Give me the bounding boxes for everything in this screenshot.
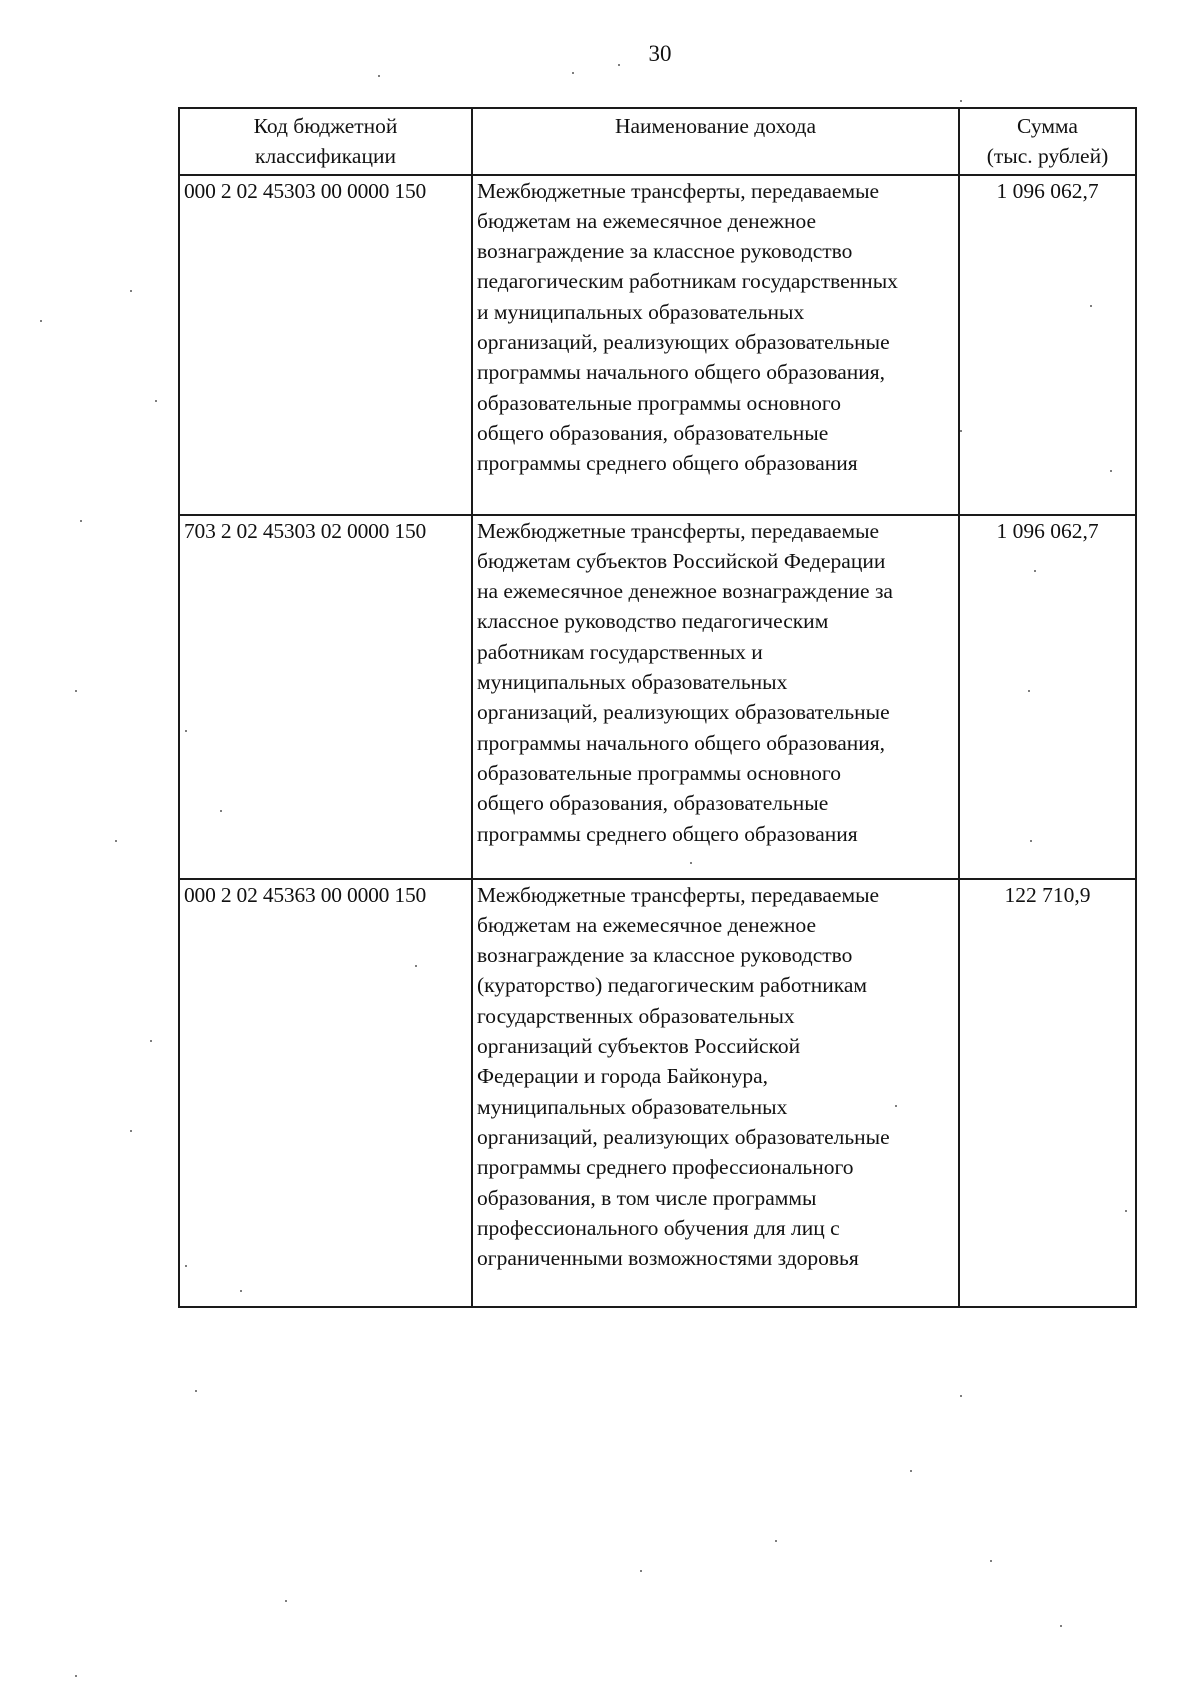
income-name-line: программы среднего общего образования xyxy=(477,821,858,846)
header-sum-line: Сумма xyxy=(1017,114,1078,138)
income-name-line: на ежемесячное денежное вознаграждение за xyxy=(477,579,893,604)
budget-code-cell: 703 2 02 45303 02 0000 150 xyxy=(179,515,472,879)
header-row xyxy=(179,108,1136,175)
income-name-line: бюджетам субъектов Российской Федерации xyxy=(477,548,886,573)
amount-cell: 1 096 062,7 xyxy=(959,515,1136,879)
income-name-line: государственных образовательных xyxy=(477,1003,795,1028)
income-name-line: программы начального общего образования, xyxy=(477,730,886,755)
income-name-line: организаций субъектов Российской xyxy=(477,1034,801,1059)
income-name-line: профессионального обучения для лиц с xyxy=(477,1215,840,1240)
income-name-line: образовательные программы основного xyxy=(477,390,841,415)
scan-speck xyxy=(1110,470,1112,472)
income-name-cell xyxy=(472,175,959,515)
income-name-line: организаций, реализующих образовательные xyxy=(477,700,890,725)
income-name-cell xyxy=(472,879,959,1307)
scan-speck xyxy=(220,810,222,812)
table-row xyxy=(179,515,1136,879)
scan-speck xyxy=(240,1290,242,1292)
income-name-line: ограниченными возможностями здоровья xyxy=(477,1246,859,1271)
scan-speck xyxy=(378,75,380,77)
header-code-line: Код бюджетной xyxy=(253,114,398,138)
income-name-line: организаций, реализующих образовательные xyxy=(477,1124,890,1149)
scan-speck xyxy=(415,965,417,967)
income-name-line: Межбюджетные трансферты, передаваемые xyxy=(477,882,880,907)
income-name-line: вознаграждение за классное руководство xyxy=(477,943,853,968)
scan-speck xyxy=(960,100,962,102)
income-name-line: образования, в том числе программы xyxy=(477,1185,817,1210)
table-row xyxy=(179,879,1136,1307)
scan-speck xyxy=(775,1540,777,1542)
income-name-cell xyxy=(472,515,959,879)
scan-speck xyxy=(640,1570,642,1572)
revenue-table xyxy=(178,107,1137,1308)
income-name-line: педагогическим работникам государственных xyxy=(477,269,898,294)
income-name-line: бюджетам на ежемесячное денежное xyxy=(477,912,817,937)
budget-code-cell: 000 2 02 45363 00 0000 150 xyxy=(179,879,472,1307)
scan-speck xyxy=(1030,840,1032,842)
scan-speck xyxy=(155,400,157,402)
income-name-line: Межбюджетные трансферты, передаваемые xyxy=(477,178,880,203)
scan-speck xyxy=(185,1265,187,1267)
income-name-line: (кураторство) педагогическим работникам xyxy=(477,973,867,998)
income-name-line: общего образования, образовательные xyxy=(477,791,829,816)
scan-speck xyxy=(75,1675,77,1677)
scan-speck xyxy=(690,862,692,864)
scan-speck xyxy=(1034,570,1036,572)
amount-cell: 122 710,9 xyxy=(959,879,1136,1307)
scan-speck xyxy=(185,730,187,732)
scan-speck xyxy=(910,1470,912,1472)
scan-speck xyxy=(130,290,132,292)
scan-speck xyxy=(285,1600,287,1602)
table-row xyxy=(179,175,1136,515)
amount-cell: 1 096 062,7 xyxy=(959,175,1136,515)
scan-speck xyxy=(960,1395,962,1397)
scan-speck xyxy=(1060,1625,1062,1627)
income-name-line: организаций, реализующих образовательные xyxy=(477,330,890,355)
income-name-line: муниципальных образовательных xyxy=(477,1094,788,1119)
scan-speck xyxy=(895,1105,897,1107)
scan-speck xyxy=(618,64,620,66)
scan-speck xyxy=(990,1560,992,1562)
income-name-line: муниципальных образовательных xyxy=(477,670,788,695)
income-name-line: программы среднего общего образования xyxy=(477,451,858,476)
income-name-line: и муниципальных образовательных xyxy=(477,299,805,324)
scan-speck xyxy=(75,690,77,692)
scan-speck xyxy=(40,320,42,322)
scan-speck xyxy=(150,1040,152,1042)
header-name xyxy=(472,108,959,175)
income-name-line: образовательные программы основного xyxy=(477,760,841,785)
header-code-line: классификации xyxy=(255,144,396,169)
income-name-line: программы среднего профессионального xyxy=(477,1155,854,1180)
scan-speck xyxy=(1125,1210,1127,1212)
scan-speck xyxy=(572,72,574,74)
income-name-line: общего образования, образовательные xyxy=(477,420,829,445)
income-name-line: вознаграждение за классное руководство xyxy=(477,239,853,264)
scan-speck xyxy=(130,1130,132,1132)
income-name-line: классное руководство педагогическим xyxy=(477,609,829,634)
scan-speck xyxy=(1028,690,1030,692)
income-name-line: Межбюджетные трансферты, передаваемые xyxy=(477,518,880,543)
header-name-line: Наименование дохода xyxy=(614,114,817,138)
header-code xyxy=(179,108,472,175)
scan-speck xyxy=(960,430,962,432)
scan-speck xyxy=(1090,305,1092,307)
table-header xyxy=(179,108,1136,175)
scan-speck xyxy=(115,840,117,842)
page-number: 30 xyxy=(648,41,672,66)
income-name-line: работникам государственных и xyxy=(477,639,763,664)
header-sum-line: (тыс. рублей) xyxy=(986,144,1109,169)
income-name-line: бюджетам на ежемесячное денежное xyxy=(477,208,817,233)
header-sum xyxy=(959,108,1136,175)
income-name-line: Федерации и города Байконура, xyxy=(477,1064,768,1089)
income-name-line: программы начального общего образования, xyxy=(477,360,886,385)
scan-speck xyxy=(80,520,82,522)
budget-code-cell: 000 2 02 45303 00 0000 150 xyxy=(179,175,472,515)
scan-speck xyxy=(195,1390,197,1392)
